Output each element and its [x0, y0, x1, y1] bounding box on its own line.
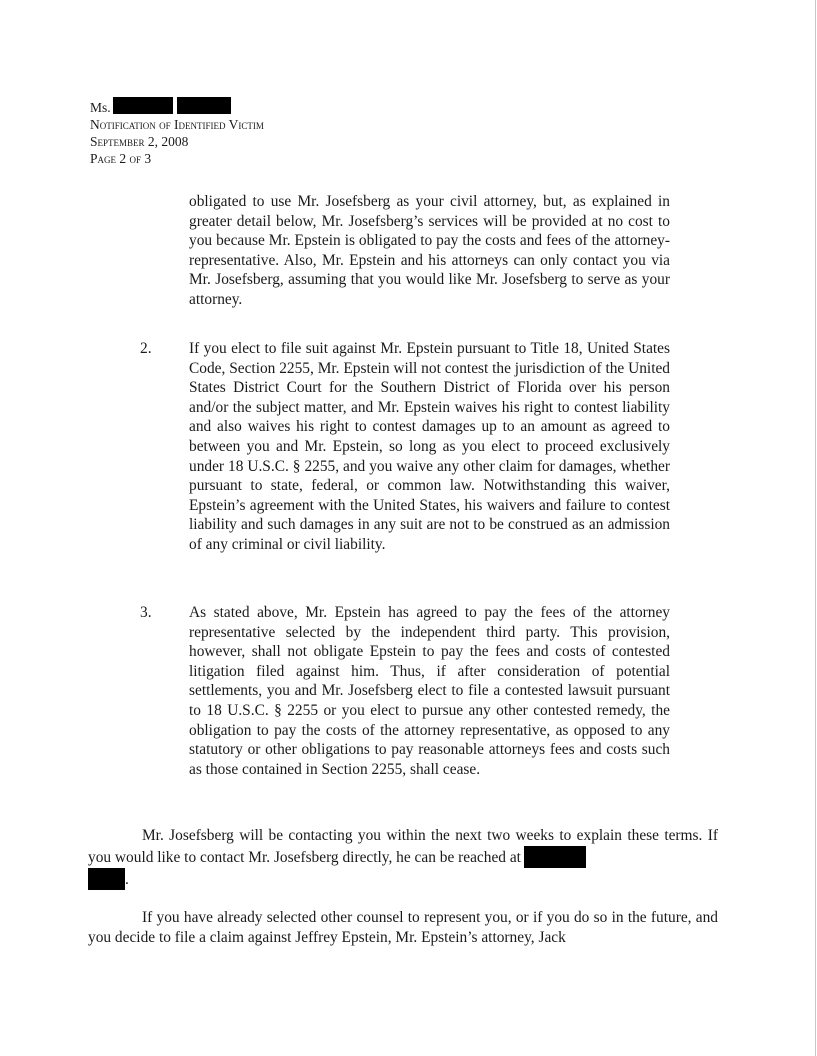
redaction-block	[88, 868, 125, 890]
salutation-line	[90, 97, 264, 116]
page-edge	[815, 0, 816, 1056]
redaction-block	[113, 97, 173, 114]
contact-text: Mr. Josefsberg will be contacting you within the next two weeks to explain these terms. If you would like to contact Mr. Josefsberg directly, he can be reached at	[88, 827, 718, 866]
letter-header	[90, 97, 264, 167]
redaction-block	[524, 846, 586, 868]
paragraph-contact	[88, 826, 718, 890]
list-item: If you elect to file suit against Mr. Epstein pursuant to Title 18, United States Code, Section 2255, Mr. Epstein will not contest the jurisdiction of the United States District Court for the Southern District of Florida over his person and/or the subject matter, and Mr. Epstein waives his right to contest liability and also waives his right to contest damages up to an amount as agreed to between you and Mr. Epstein, so long as you elect to proceed exclusively under 18 U.S.C. § 2255, and you waive any other claim for damages, whether pursuant to state, federal, or common law. Notwithstanding this waiver, Epstein’s agreement with the United States, his waivers and failure to contest liability and such damages in any suit are not to be construed as an admission of any criminal or civil liability.	[189, 340, 670, 553]
notice-title: Notification of Identified Victim	[90, 117, 264, 132]
letter-date: September 2, 2008	[90, 134, 189, 149]
contact-end: .	[125, 871, 129, 888]
salutation: Ms.	[90, 100, 111, 115]
paragraph-other-counsel	[88, 908, 718, 948]
item-number: 2.	[140, 340, 152, 357]
item-number: 3.	[140, 604, 152, 621]
other-counsel-text: If you have already selected other counsel to represent you, or if you do so in the future, and you decide to file a claim against Jeffrey Epstein, Mr. Epstein’s attorney, Jack	[88, 909, 718, 946]
redaction-block	[177, 97, 231, 114]
paragraph-continued: obligated to use Mr. Josefsberg as your civil attorney, but, as explained in greater detail below, Mr. Josefsberg’s services will be provided at no cost to you because Mr. Epstein is obligated to pay the costs and fees of the attorney-representative. Also, Mr. Epstein and his attorneys can only contact you via Mr. Josefsberg, assuming that you would like Mr. Josefsberg to serve as your attorney.	[189, 193, 670, 308]
list-item: As stated above, Mr. Epstein has agreed to pay the fees of the attorney representative selected by the independent third party. This provision, however, shall not obligate Epstein to pay the fees and costs of contested litigation filed against him. Thus, if after consideration of potential settlements, you and Mr. Josefsberg elect to file a contested lawsuit pursuant to 18 U.S.C. § 2255 or you elect to pursue any other contested remedy, the obligation to pay the costs of the attorney representative, as opposed to any statutory or other obligations to pay reasonable attorneys fees and costs such as those contained in Section 2255, shall cease.	[189, 604, 670, 778]
page-number: Page 2 of 3	[90, 151, 152, 166]
